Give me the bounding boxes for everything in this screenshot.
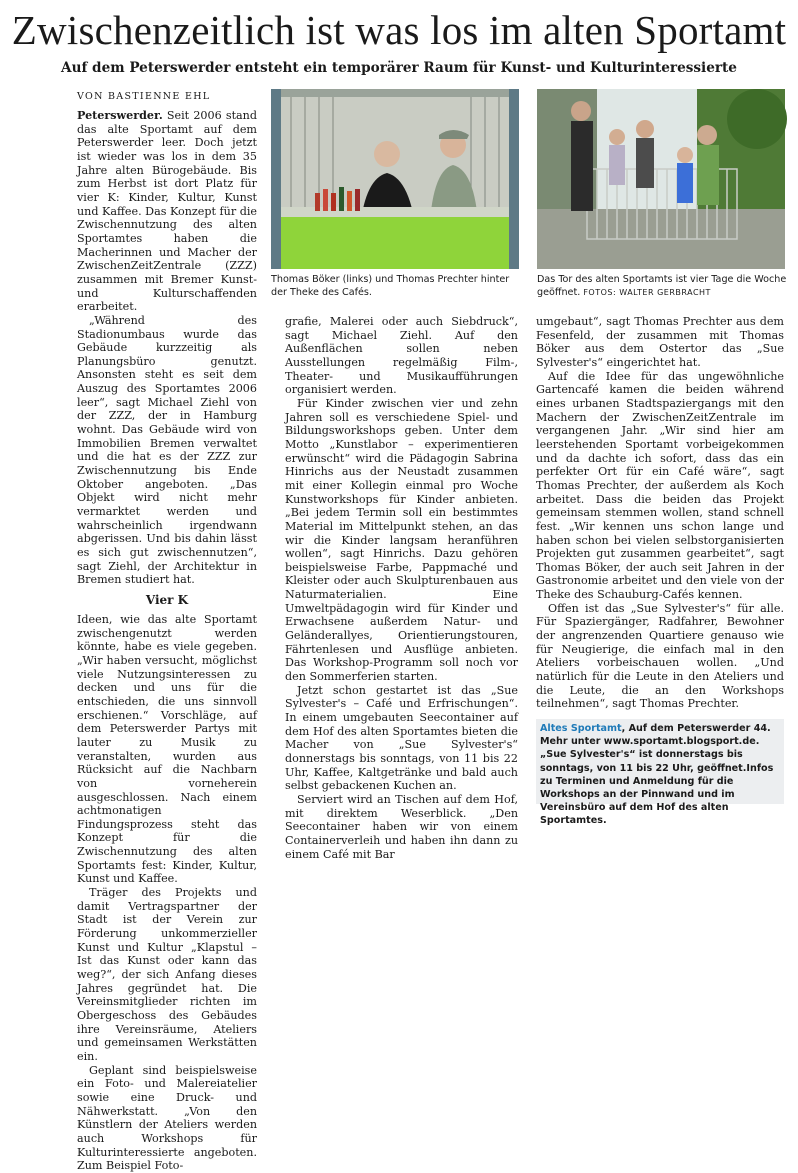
info-box-title: Altes Sportamt bbox=[540, 723, 622, 734]
gate-group-image bbox=[537, 89, 785, 269]
photo-caption-1: Thomas Böker (links) und Thomas Prechter hinter der Theke des Cafés. bbox=[271, 274, 510, 298]
info-box bbox=[536, 719, 784, 827]
paragraph: grafie, Malerei oder auch Siebdruck“, sagt Michael Ziehl. Auf den Außenflächen sollen neben Ausstellungen regelmäßig Film-, Theater- und Musikaufführungen organisiert werden. bbox=[285, 315, 518, 397]
photo-caption-2 bbox=[537, 273, 787, 299]
section-heading: Vier K bbox=[145, 592, 189, 607]
subheadline: Auf dem Peterswerder entsteht ein temporärer Raum für Kunst- und Kulturinteressierte bbox=[61, 60, 737, 76]
paragraph: Geplant sind beispielsweise ein Foto- und Malereiatelier sowie eine Druck- und Nähwerkstatt. „Von den Künstlern der Ateliers werden auch Workshops für Kulturinteressierte angeboten. Zum Beispiel Foto- bbox=[77, 1063, 257, 1173]
column-2 bbox=[285, 315, 518, 861]
column-1 bbox=[77, 109, 257, 1173]
paragraph-text: Seit 2006 stand das alte Sportamt auf dem Peterswerder leer. Doch jetzt ist wieder was los in dem 35 Jahre alten Bürogebäude. Bis zum Herbst ist dort Platz für vier K: Kinder, Kultur, Kunst und Kaffee. Das Konzept für die Zwischennutzung des alten Sportamtes haben die Macherinnen und Macher der ZwischenZeitZentrale (ZZZ) zusammen mit Bremer Kunst- und Kulturschaffenden erarbeitet. bbox=[77, 109, 257, 314]
paragraph bbox=[77, 109, 257, 314]
paragraph: umgebaut“, sagt Thomas Prechter aus dem Fesenfeld, der zusammen mit Thomas Böker aus dem Ostertor das „Sue Sylvester's“ eingerichtet hat. bbox=[536, 315, 784, 369]
headline: Zwischenzeitlich ist was los im alten Sportamt bbox=[11, 7, 787, 53]
cafe-counter-image bbox=[271, 89, 519, 269]
column-3 bbox=[536, 315, 784, 713]
paragraph: Jetzt schon gestartet ist das „Sue Sylvester's – Café und Erfrischungen“. In einem umgebauten Seecontainer auf dem Hof des alten Sportamtes bieten die Macher von „Sue Sylvester's“ donnerstags bis sonntags, von 11 bis 22 Uhr, Kaffee, Kaltgetränke und bald auch selbst gebackenen Kuchen an. bbox=[285, 683, 518, 793]
byline: VON BASTIENNE EHL bbox=[77, 91, 211, 102]
caption-text: Das Tor des alten Sportamts ist vier Tage die Woche geöffnet. bbox=[537, 274, 787, 298]
paragraph: Offen ist das „Sue Sylvester's“ für alle. Für Spaziergänger, Radfahrer, Bewohner der angrenzenden Quartiere genauso wie für Neugierige, die einfach mal in den Ateliers vorbeischauen wollen. „Und natürlich für die Leute in den Ateliers und die Leute, die an den Workshops teilnehmen“, sagt Thomas Prechter. bbox=[536, 601, 784, 711]
dateline: Peterswerder. bbox=[77, 109, 163, 122]
photo-credit: FOTOS: WALTER GERBRACHT bbox=[583, 288, 711, 297]
paragraph: Für Kinder zwischen vier und zehn Jahren soll es verschiedene Spiel- und Bildungsworkshops geben. Unter dem Motto „Kunstlabor – experimentieren erwünscht“ wird die Pädagogin Sabrina Hinrichs aus der Neustadt zusammen mit einer Kollegin einmal pro Woche Kunstworkshops für Kinder anbieten. „Bei jedem Termin soll ein bestimmtes Material im Mittelpunkt stehen, an das wir die Kinder langsam heranführen wollen“, sagt Hinrichs. Dazu gehören beispielsweise Farbe, Pappmaché und Kleister oder auch Skulpturenbauen aus Naturmaterialien. Eine Umweltpädagogin wird für Kinder und Erwachsene außerdem Natur- und Geländerallyes, Orientierungstouren, Fährtenlesen und Ausflüge anbieten. Das Workshop-Programm soll noch vor den Sommerferien starten. bbox=[285, 396, 518, 684]
paragraph: Serviert wird an Tischen auf dem Hof, mit direktem Weserblick. „Den Seecontainer haben wir von einem Containerverleih und haben ihn dann zu einem Café mit Bar bbox=[285, 792, 518, 861]
gate-group-photo bbox=[537, 89, 785, 269]
info-box-text: , Auf dem Peterswerder 44. Mehr unter www.sportamt.blogsport.de. „Sue Sylvester's“ ist donnerstags bis sonntags, von 11 bis 22 Uhr, geöffnet.Infos zu Terminen und Anmeldung für die Workshops an der Pinnwand und im Vereinsbüro auf dem Hof des alten Sportamtes. bbox=[540, 723, 774, 827]
paragraph: „Während des Stadionumbaus wurde das Gebäude kurzzeitig als Planungsbüro genutzt. Ansonsten steht es seit dem Auszug des Sportamtes 2006 leer“, sagt Michael Ziehl von der ZZZ, der in Hamburg wohnt. Das Gebäude wird von Immobilien Bremen verwaltet und die hat es der ZZZ zur Zwischennutzung bis Ende Oktober angeboten. „Das Objekt wird nicht mehr vermarktet werden und wahrscheinlich irgendwann abgerissen. Und bis dahin lässt es sich gut zwischennutzen“, sagt Ziehl, der Architektur in Bremen studiert hat. bbox=[77, 313, 257, 587]
paragraph: Auf die Idee für das ungewöhnliche Gartencafé kamen die beiden während eines urbanen Stadtspaziergangs mit den Machern der ZwischenZeitZentrale im vergangenen Jahr. „Wir sind hier am leerstehenden Sportamt vorbeigekommen und da dachte ich sofort, dass das ein perfekter Ort für ein Café wäre“, sagt Thomas Prechter, der außerdem als Koch arbeitet. Dass die beiden das Projekt gemeinsam stemmen wollen, stand schnell fest. „Wir kennen uns schon lange und haben schon bei vielen selbstorganisierten Projekten gut zusammen gearbeitet“, sagt Thomas Böker, der auch seit Jahren in der Gastronomie arbeitet und den viele von der Theke des Schauburg-Cafés kennen. bbox=[536, 369, 784, 602]
paragraph: Träger des Projekts und damit Vertragspartner der Stadt ist der Verein zur Förderung unkommerzieller Kunst und Kultur „Klapstul – Ist das Kunst oder kann das weg?“, der sich Anfang dieses Jahres gegründet hat. Die Vereinsmitglieder richten im Obergeschoss des Gebäudes ihre Vereinsräume, Ateliers und gemeinsamen Werkstätten ein. bbox=[77, 886, 257, 1063]
paragraph: Ideen, wie das alte Sportamt zwischengenutzt werden könnte, habe es viele gegeben. „Wir haben versucht, möglichst viele Nutzungsinteressen zu decken und uns für die entschieden, die uns sinnvoll erschienen.“ Vorschläge, auf dem Peterswerder Partys mit lauter zu Musik zu veranstalten, wurden aus Rücksicht auf die Nachbarn von vorneherein ausgeschlossen. Nach einem achtmonatigen Findungsprozess steht das Konzept für die Zwischennutzung des alten Sportamts fest: Kinder, Kultur, Kunst und Kaffee. bbox=[77, 612, 257, 886]
cafe-counter-photo bbox=[271, 89, 519, 269]
